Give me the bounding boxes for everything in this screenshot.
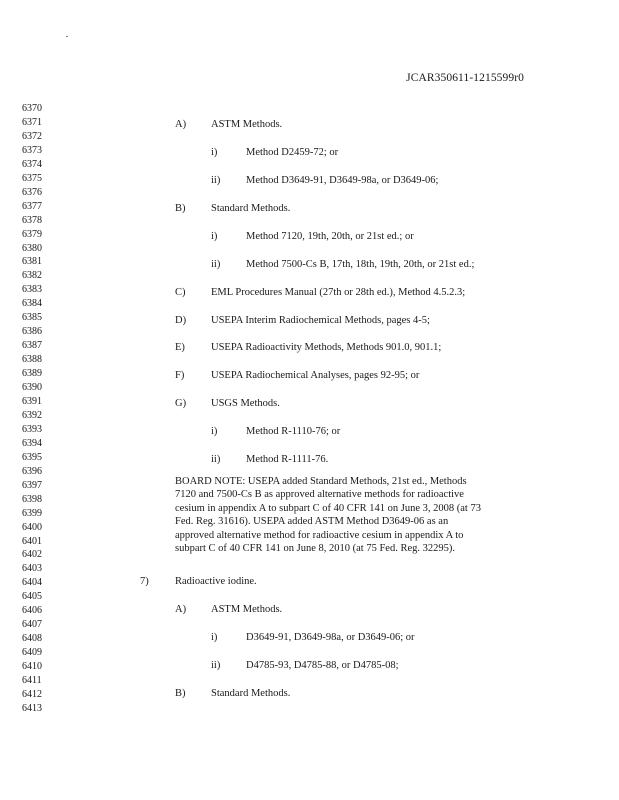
subitem-marker: ii) xyxy=(211,259,221,270)
line-number: 6408 xyxy=(22,633,42,645)
subitem-marker: ii) xyxy=(211,175,221,186)
line-number: 6411 xyxy=(22,674,42,686)
subitem-marker: ii) xyxy=(211,454,221,465)
subitem-text: Method 7120, 19th, 20th, or 21st ed.; or xyxy=(246,231,414,242)
line-number: 6378 xyxy=(22,214,42,226)
item-text: Standard Methods. xyxy=(211,688,291,699)
scan-speck xyxy=(66,36,68,37)
item-marker: G) xyxy=(175,398,187,409)
document-id-header: JCAR350611-1215599r0 xyxy=(406,72,524,84)
line-number: 6372 xyxy=(22,130,42,142)
line-number: 6383 xyxy=(22,284,42,296)
line-number: 6386 xyxy=(22,326,42,338)
line-number: 6387 xyxy=(22,340,42,352)
line-number: 6382 xyxy=(22,270,42,282)
subitem-text: Method D2459-72; or xyxy=(246,147,339,158)
line-number: 6390 xyxy=(22,382,42,393)
item-marker: E) xyxy=(175,342,185,353)
line-number: 6413 xyxy=(22,702,42,714)
item-text: USEPA Radiochemical Analyses, pages 92-95; or xyxy=(211,370,420,381)
board-note-line: Fed. Reg. 31616). USEPA added ASTM Method D3649-06 as an xyxy=(175,516,449,528)
subitem-marker: ii) xyxy=(211,660,221,671)
line-number: 6406 xyxy=(22,605,42,617)
line-number: 6395 xyxy=(22,451,42,463)
subitem-text: Method 7500-Cs B, 17th, 18th, 19th, 20th, or 21st ed.; xyxy=(246,259,475,270)
item-marker: B) xyxy=(175,688,186,699)
board-note xyxy=(175,475,535,556)
section-marker: 7) xyxy=(140,576,149,587)
board-note-line: subpart C of 40 CFR 141 on June 8, 2010 (at 75 Fed. Reg. 32295). xyxy=(175,543,455,555)
line-number: 6371 xyxy=(22,117,42,128)
section-heading: Radioactive iodine. xyxy=(175,576,257,587)
item-marker: C) xyxy=(175,287,186,298)
item-marker: F) xyxy=(175,370,185,381)
board-note-line: approved alternative method for radioactive cesium in appendix A to xyxy=(175,529,464,541)
line-number: 6410 xyxy=(22,661,42,672)
item-text: ASTM Methods. xyxy=(211,119,283,130)
line-number: 6380 xyxy=(22,242,42,254)
item-marker: A) xyxy=(175,604,187,615)
subitem-marker: i) xyxy=(211,426,218,437)
subitem-text: Method R-1111-76. xyxy=(246,454,329,465)
line-number: 6393 xyxy=(22,423,42,435)
item-text: USEPA Radioactivity Methods, Methods 901.0, 901.1; xyxy=(211,342,442,353)
item-text: ASTM Methods. xyxy=(211,604,283,615)
line-number: 6412 xyxy=(22,688,42,700)
board-note-line: BOARD NOTE: USEPA added Standard Methods, 21st ed., Methods xyxy=(175,476,467,487)
board-note-line: cesium in appendix A to subpart C of 40 CFR 141 on June 3, 2008 (at 73 xyxy=(175,502,481,514)
subitem-text: Method D3649-91, D3649-98a, or D3649-06; xyxy=(246,175,439,186)
line-number: 6404 xyxy=(22,577,42,589)
line-number: 6400 xyxy=(22,521,42,533)
line-number: 6407 xyxy=(22,619,42,631)
line-number: 6389 xyxy=(22,368,42,380)
subitem-text: D3649-91, D3649-98a, or D3649-06; or xyxy=(246,632,415,643)
board-note-line: 7120 and 7500-Cs B as approved alternative methods for radioactive xyxy=(175,489,464,501)
line-number: 6409 xyxy=(22,647,42,658)
item-text: EML Procedures Manual (27th or 28th ed.), Method 4.5.2.3; xyxy=(211,287,466,298)
subitem-text: D4785-93, D4785-88, or D4785-08; xyxy=(246,660,399,671)
line-number: 6375 xyxy=(22,172,42,184)
line-number: 6385 xyxy=(22,312,42,324)
subitem-marker: i) xyxy=(211,231,218,242)
line-number: 6377 xyxy=(22,200,42,212)
line-number: 6381 xyxy=(22,256,42,268)
line-number: 6396 xyxy=(22,465,42,477)
line-number: 6392 xyxy=(22,409,42,421)
subitem-marker: i) xyxy=(211,632,218,643)
line-number: 6374 xyxy=(22,158,42,170)
line-number: 6403 xyxy=(22,563,42,575)
line-number: 6384 xyxy=(22,298,42,310)
line-number: 6379 xyxy=(22,228,42,240)
line-number: 6397 xyxy=(22,479,42,491)
line-number: 6398 xyxy=(22,493,42,505)
item-marker: A) xyxy=(175,119,187,130)
line-number: 6401 xyxy=(22,535,42,547)
line-number: 6391 xyxy=(22,395,42,407)
subitem-marker: i) xyxy=(211,147,218,158)
item-marker: D) xyxy=(175,315,187,326)
subitem-text: Method R-1110-76; or xyxy=(246,426,341,437)
line-number: 6376 xyxy=(22,186,42,198)
line-number: 6370 xyxy=(22,103,42,114)
line-number: 6402 xyxy=(22,549,42,561)
item-marker: B) xyxy=(175,203,186,214)
line-number: 6373 xyxy=(22,144,42,156)
item-text: Standard Methods. xyxy=(211,203,291,214)
line-number: 6388 xyxy=(22,354,42,366)
item-text: USGS Methods. xyxy=(211,398,280,409)
line-number: 6405 xyxy=(22,591,42,603)
line-number: 6394 xyxy=(22,437,42,449)
item-text: USEPA Interim Radiochemical Methods, pages 4-5; xyxy=(211,315,430,326)
line-number: 6399 xyxy=(22,507,42,519)
